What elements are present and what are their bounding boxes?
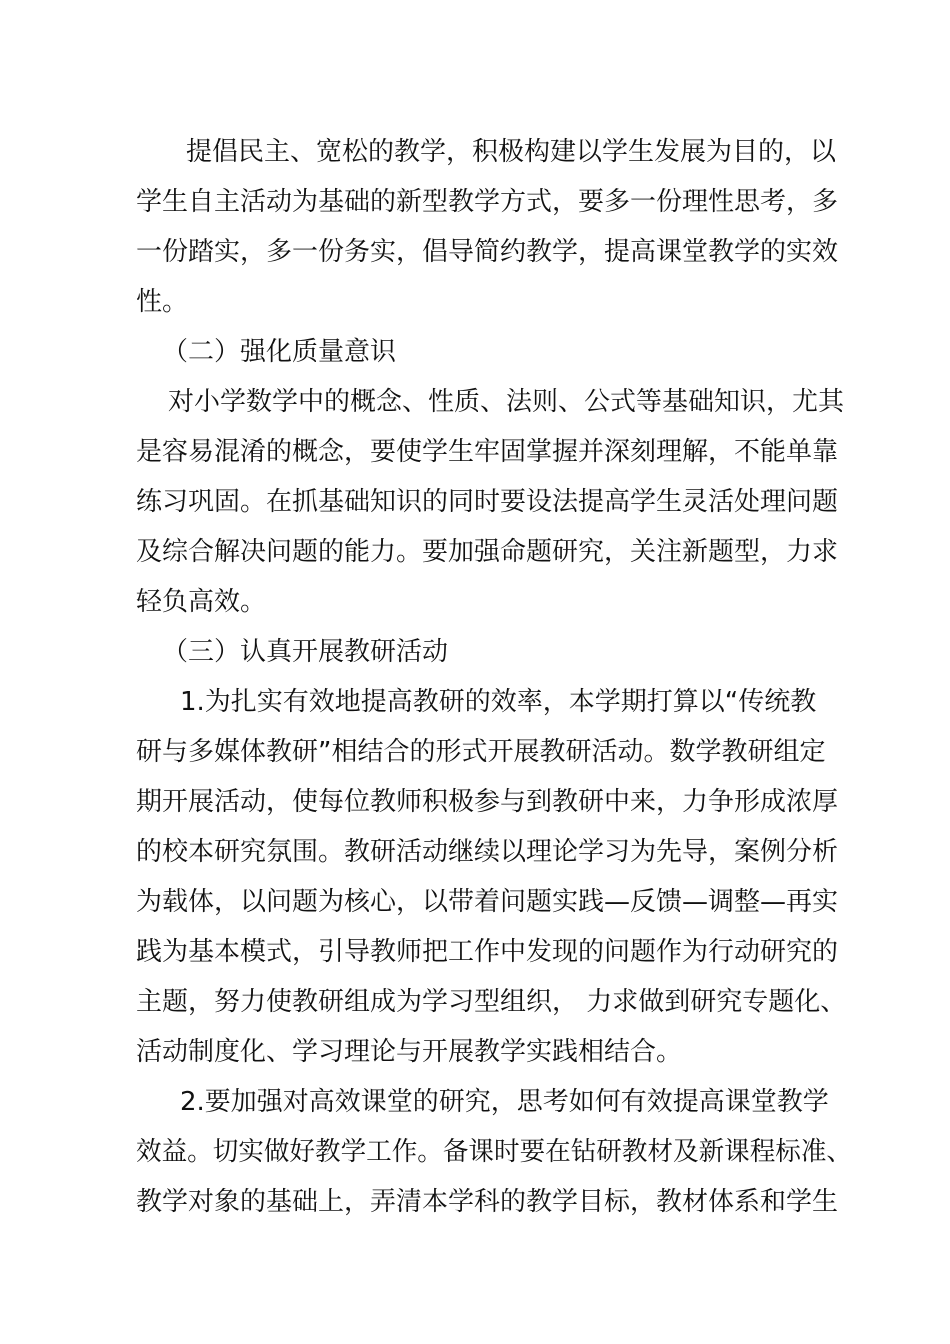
text-line: 期开展活动，使每位教师积极参与到教研中来，力争形成浓厚: [136, 787, 839, 817]
text-line: 轻负高效。: [136, 587, 267, 617]
text-line: 教学对象的基础上，弄清本学科的教学目标，教材体系和学生: [136, 1187, 839, 1217]
text-line: 主题，努力使教研组成为学习型组织， 力求做到研究专题化、: [136, 987, 847, 1017]
text-line: 及综合解决问题的能力。要加强命题研究，关注新题型，力求: [136, 537, 839, 567]
section-heading: （三）认真开展教研活动: [162, 637, 449, 667]
text-line: 为载体，以问题为核心，以带着问题实践—反馈—调整—再实: [136, 887, 839, 917]
text-line: 学生自主活动为基础的新型教学方式，要多一份理性思考，多: [136, 187, 839, 217]
text-line: 性。: [136, 287, 189, 317]
text-line: 践为基本模式，引导教师把工作中发现的问题作为行动研究的: [136, 937, 839, 967]
text-line: 活动制度化、学习理论与开展教学实践相结合。: [136, 1037, 683, 1067]
text-line: 的校本研究氛围。教研活动继续以理论学习为先导，案例分析: [136, 837, 839, 867]
text-line: 提倡民主、宽松的教学，积极构建以学生发展为目的，以: [186, 137, 837, 167]
section-heading: （二）强化质量意识: [162, 337, 397, 367]
text-line: 一份踏实，多一份务实，倡导简约教学，提高课堂教学的实效: [136, 237, 839, 267]
text-line: 效益。切实做好教学工作。备课时要在钻研教材及新课程标准、: [136, 1137, 853, 1167]
text-line: 是容易混淆的概念，要使学生牢固掌握并深刻理解，不能单靠: [136, 437, 839, 467]
text-line: 练习巩固。在抓基础知识的同时要设法提高学生灵活处理问题: [136, 487, 839, 517]
text-line: 对小学数学中的概念、性质、法则、公式等基础知识，尤其: [168, 387, 845, 417]
text-line: 2.要加强对高效课堂的研究，思考如何有效提高课堂教学: [180, 1087, 829, 1117]
text-line: 研与多媒体教研”相结合的形式开展教研活动。数学教研组定: [136, 737, 826, 767]
text-line: 1.为扎实有效地提高教研的效率，本学期打算以“传统教: [180, 687, 817, 717]
